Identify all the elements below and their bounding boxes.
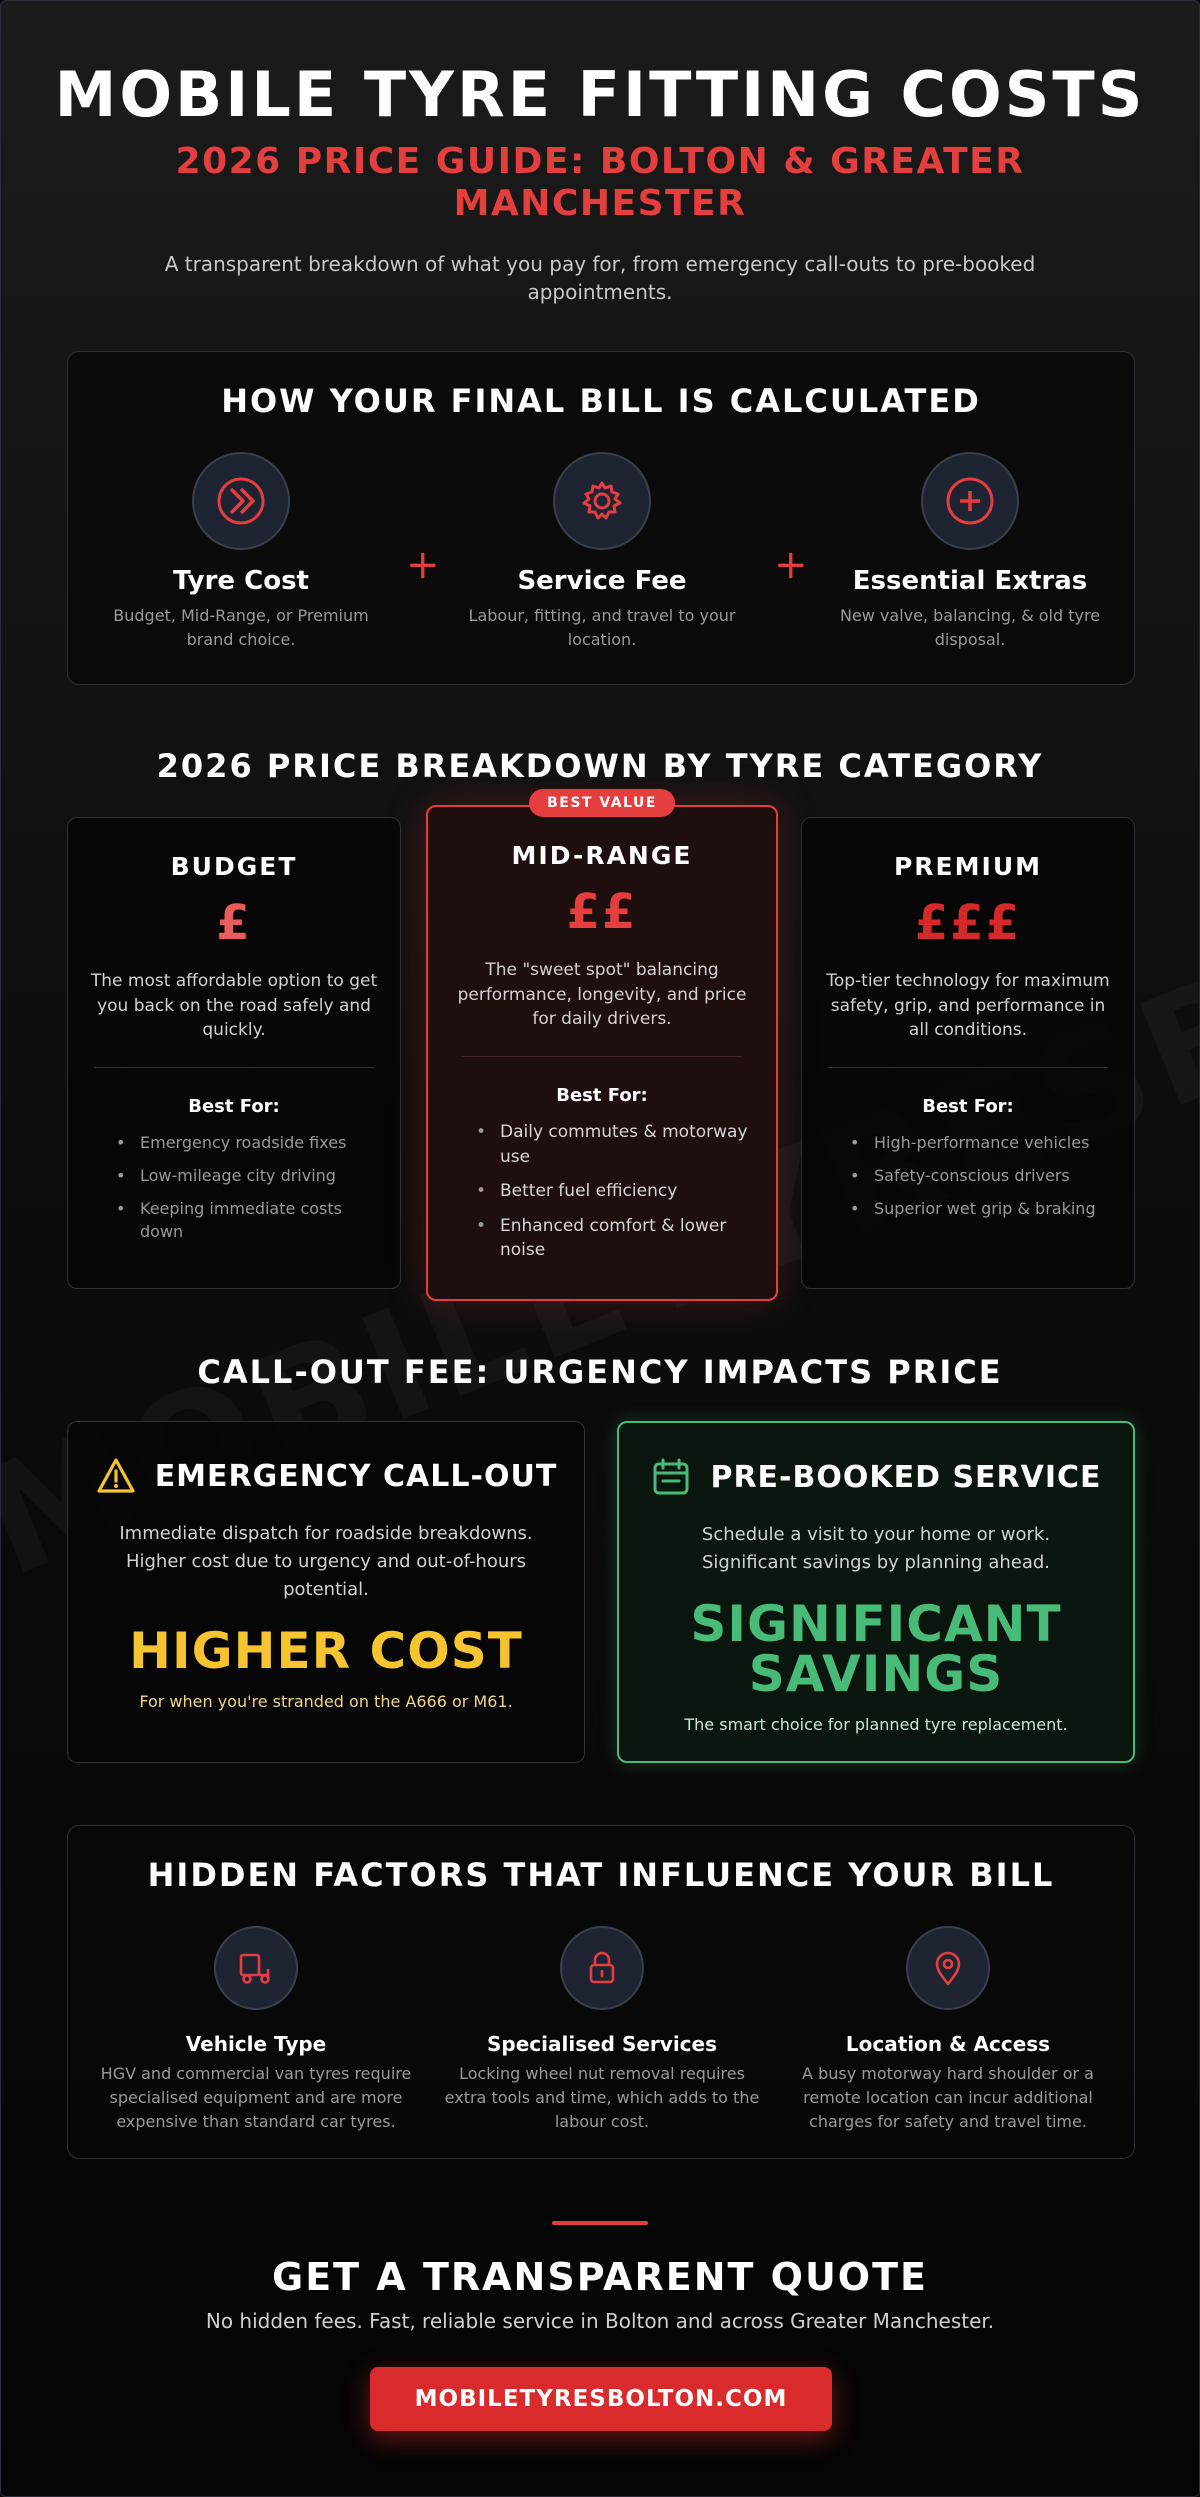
divider [94,1067,374,1068]
tier-price-symbol: £ [216,895,252,951]
calc-item-desc: Labour, fitting, and travel to your location. [468,606,736,649]
factor-title: Vehicle Type [185,2032,327,2056]
best-for-label: Best For: [922,1095,1014,1117]
divider [828,1067,1108,1068]
list-item: • Emergency roadside fixes [116,1131,380,1154]
tier-name: MID-RANGE [511,841,693,870]
calc-item-title: Tyre Cost [173,566,309,596]
factor-title: Specialised Services [487,2032,717,2056]
prebooked-service-card [617,1421,1135,1763]
list-item: • Safety-conscious drivers [850,1164,1114,1187]
plus-icon: + [774,542,808,588]
tier-name: BUDGET [170,852,298,881]
calendar-icon [650,1457,692,1497]
callout-title: CALL-OUT FEE: URGENCY IMPACTS PRICE [197,1353,1003,1391]
warning-icon [95,1456,137,1496]
page-title: MOBILE TYRE FITTING COSTS [54,58,1146,131]
calc-item-tyre-cost [91,452,391,652]
gear-icon [553,452,651,550]
calc-item-essential-extras [820,452,1120,652]
header [1,58,1199,306]
prebooked-service-title: PRE-BOOKED SERVICE [710,1459,1102,1495]
lock-icon [560,1926,644,2010]
bill-calculation-title: HOW YOUR FINAL BILL IS CALCULATED [221,382,981,420]
savings-label-line: SAVINGS [748,1644,1004,1703]
hidden-factors-panel [67,1825,1135,2159]
factor-vehicle-type [91,1926,421,2134]
truck-icon [214,1926,298,2010]
list-item: • High-performance vehicles [850,1131,1114,1154]
website-link-button[interactable]: MOBILETYRESBOLTON.COM [370,2367,832,2431]
page-intro: A transparent breakdown of what you pay for, from emergency call-outs to pre-booked appointments. [164,251,1036,304]
calc-item-service-fee [452,452,752,652]
list-item: • Low-mileage city driving [116,1164,380,1187]
prebooked-service-desc: Schedule a visit to your home or work. Significant savings by planning ahead. [701,1524,1051,1573]
page-subtitle: 2026 PRICE GUIDE: BOLTON & GREATER MANCHESTER [175,141,1025,224]
calc-item-title: Service Fee [517,566,687,596]
best-for-label: Best For: [556,1084,648,1106]
calc-item-desc: Budget, Mid-Range, or Premium brand choice. [113,606,369,649]
factor-specialised-services [437,1926,767,2134]
divider [462,1056,742,1057]
tier-desc: The most affordable option to get you back on the road safely and quickly. [90,971,378,1041]
tier-price-symbol: £££ [914,895,1022,951]
best-value-badge: BEST VALUE [529,789,675,817]
factor-desc: HGV and commercial van tyres require specialised equipment and are more expensive than standard car tyres. [100,2064,412,2131]
tier-price-symbol: ££ [566,884,638,940]
best-for-list [116,1131,400,1244]
calc-item-desc: New valve, balancing, & old tyre disposal. [839,606,1101,649]
factor-desc: A busy motorway hard shoulder or a remote location can incur additional charges for safety and travel time. [802,2064,1094,2131]
plus-circle-icon [921,452,1019,550]
savings-label [619,1594,1133,1703]
tier-card-mid-range [426,795,778,1301]
prebooked-service-note: The smart choice for planned tyre replacement. [684,1714,1068,1734]
factor-location-access [783,1926,1113,2134]
factor-desc: Locking wheel nut removal requires extra tools and time, which adds to the labour cost. [444,2064,760,2131]
tier-desc: Top-tier technology for maximum safety, grip, and performance in all conditions. [826,971,1110,1041]
tier-desc: The "sweet spot" balancing performance, longevity, and price for daily drivers. [457,960,747,1030]
cta-title: GET A TRANSPARENT QUOTE [272,2255,928,2299]
emergency-callout-card [67,1421,585,1763]
tier-card-premium [801,817,1135,1289]
list-item: • Enhanced comfort & lower noise [476,1214,756,1263]
tier-card-budget [67,817,401,1289]
best-for-label: Best For: [188,1095,280,1117]
emergency-callout-heading [68,1456,584,1496]
chevrons-right-icon [192,452,290,550]
prebooked-service-heading [619,1457,1133,1497]
best-for-list [476,1120,776,1263]
cta-subtitle: No hidden fees. Fast, reliable service in Bolton and across Greater Manchester. [205,2309,995,2333]
bill-calculation-panel [67,351,1135,685]
list-item: • Superior wet grip & braking [850,1197,1114,1220]
emergency-callout-desc: Immediate dispatch for roadside breakdowns. Higher cost due to urgency and out-of-hours potential. [119,1523,533,1600]
tiers-title: 2026 PRICE BREAKDOWN BY TYRE CATEGORY [156,747,1044,785]
hidden-factors-title: HIDDEN FACTORS THAT INFLUENCE YOUR BILL [147,1856,1055,1894]
cta-divider [552,2221,648,2225]
best-for-list [850,1131,1134,1221]
map-pin-icon [906,1926,990,2010]
emergency-cost-label: HIGHER COST [129,1621,523,1680]
factor-title: Location & Access [845,2032,1051,2056]
emergency-callout-note: For when you're stranded on the A666 or M61. [139,1691,513,1711]
list-item: • Daily commutes & motorway use [476,1120,756,1169]
list-item: • Better fuel efficiency [476,1179,756,1204]
calc-item-title: Essential Extras [852,566,1088,596]
savings-label-line: SIGNIFICANT [690,1594,1062,1653]
plus-icon: + [406,542,440,588]
emergency-callout-title: EMERGENCY CALL-OUT [154,1458,558,1494]
list-item: • Keeping immediate costs down [116,1197,380,1243]
tier-name: PREMIUM [893,852,1042,881]
